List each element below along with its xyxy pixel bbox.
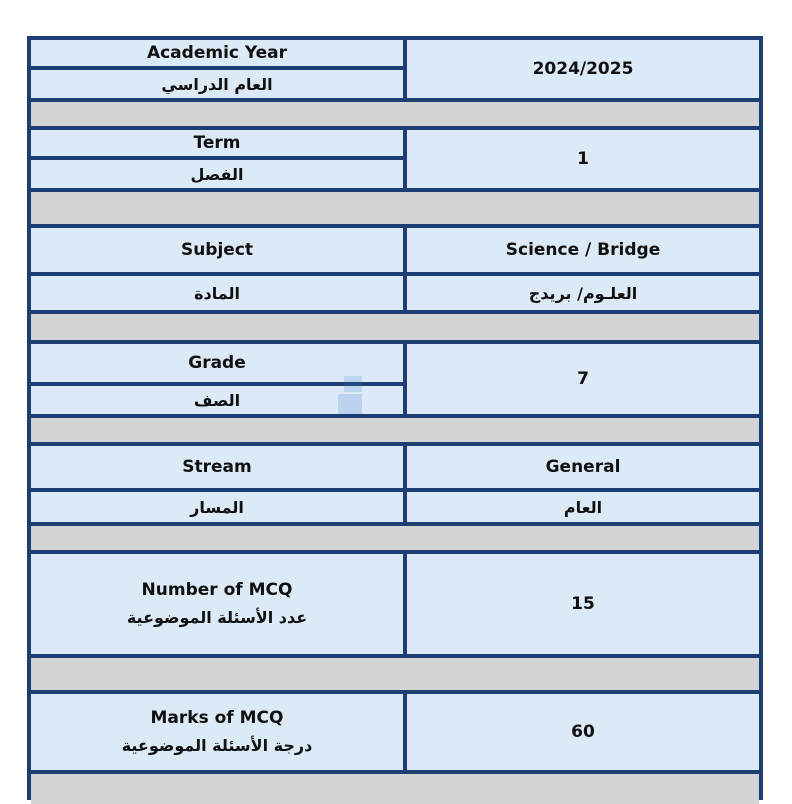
mcq-marks-label: [31, 694, 403, 770]
subject-value-en: Science / Bridge: [407, 228, 759, 272]
subject-label-ar: المادة: [31, 276, 403, 310]
row-separator: [31, 192, 759, 224]
row-separator: [31, 526, 759, 550]
stream-value-en: General: [407, 446, 759, 488]
academic-year-value: 2024/2025: [407, 40, 759, 98]
term-label-ar: الفصل: [31, 160, 403, 188]
stream-label-ar: المسار: [31, 492, 403, 522]
row-separator: [31, 102, 759, 126]
mcq-marks-value: 60: [407, 694, 759, 770]
academic-year-label-ar: العام الدراسي: [31, 70, 403, 98]
row-separator: [31, 314, 759, 340]
mcq-count-label-en: Number of MCQ: [141, 580, 293, 600]
grade-label-en: Grade: [31, 344, 403, 382]
subject-label-en: Subject: [31, 228, 403, 272]
mcq-count-label-ar: عدد الأسئلة الموضوعية: [126, 608, 308, 627]
mcq-count-label: [31, 554, 403, 654]
stream-label-en: Stream: [31, 446, 403, 488]
term-label-en: Term: [31, 130, 403, 156]
term-value: 1: [407, 130, 759, 188]
mcq-count-value: 15: [407, 554, 759, 654]
row-separator: [31, 658, 759, 690]
subject-value-ar: العلـوم/ بريدج: [407, 276, 759, 310]
grade-label-ar: الصف: [31, 386, 403, 414]
mcq-marks-label-en: Marks of MCQ: [150, 708, 284, 728]
mcq-marks-label-ar: درجة الأسئلة الموضوعية: [121, 736, 313, 755]
academic-year-label-en: Academic Year: [31, 40, 403, 66]
stream-value-ar: العام: [407, 492, 759, 522]
watermark-logo: [338, 372, 458, 432]
grade-value: 7: [407, 344, 759, 414]
